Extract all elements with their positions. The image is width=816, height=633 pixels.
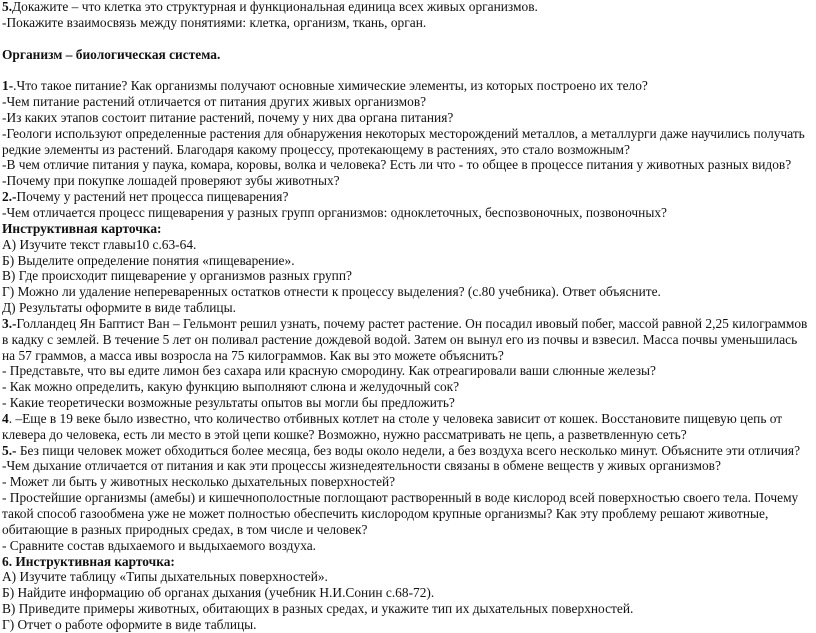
text-line: [2, 443, 814, 459]
text-line: [2, 221, 814, 237]
line-text: -Геологи используют определенные растения для обнаружения некоторых месторождений металлов, а металлурги даже научились получать: [2, 125, 805, 141]
line-text: А) Изучите текст главы10 с.63-64.: [2, 236, 197, 252]
text-line: [2, 617, 814, 633]
text-line: [2, 94, 814, 110]
line-text: в кадку с землей. В течение 5 лет он поливал растение дождевой водой. Затем он вынул его из почвы и взвесил. Масса почвы уменьшилась: [2, 331, 798, 347]
line-text: Г) Можно ли удаление непереваренных остатков отнести к процессу выделения? (с.80 учебника). Ответ объясните.: [2, 284, 661, 300]
text-line: [2, 189, 814, 205]
text-line: [2, 506, 814, 522]
line-text: такой способ газообмена уже не может полностью обеспечить кислородом крупные организмы? Как эту проблему решают животные,: [2, 506, 769, 521]
line-text: - Как можно определить, какую функцию выполняют слюна и желудочный сок?: [2, 379, 460, 395]
bold-prefix: 6. Инструктивная карточка:: [2, 553, 175, 569]
text-line: [2, 205, 814, 221]
line-text: -Почему при покупке лошадей проверяют зубы животных?: [2, 173, 340, 189]
line-text: Докажите – что клетка это структурная и функциональная единица всех живых организмов.: [12, 0, 538, 14]
line-text: Б) Выделите определение понятия «пищеварение».: [2, 252, 295, 268]
bold-prefix: 5.-: [2, 442, 17, 458]
bold-prefix: 5.: [2, 0, 13, 14]
line-text: - Какие теоретически возможные результаты опытов вы могли бы предложить?: [2, 395, 455, 411]
text-line: [2, 142, 814, 158]
text-line: [2, 458, 814, 474]
text-line: [2, 47, 814, 63]
line-text: - Представьте, что вы едите лимон без сахара или красную смородину. Как отреагировали ваши слюнные железы?: [2, 363, 656, 379]
line-text: .Что такое питание? Как организмы получают основные химические элементы, из которых построено их тело?: [13, 78, 648, 94]
text-line: [2, 427, 814, 443]
line-text: клевера до человека, есть ли место в этой цепи кошке? Возможно, нужно рассматривать не цепь, а разветвленную сеть?: [2, 426, 687, 442]
bold-prefix: 4: [2, 410, 9, 426]
text-line: [2, 538, 814, 554]
line-text: Голландец Ян Баптист Ван – Гельмонт решил узнать, почему растет растение. Он посадил ивовый побег, массой равной 2,25 килограммов: [16, 315, 808, 331]
text-line: [2, 332, 814, 348]
line-text: - Сравните состав вдыхаемого и выдыхаемого воздуха.: [2, 537, 317, 553]
text-line: [2, 15, 814, 31]
text-line: [2, 395, 814, 411]
text-line: [2, 173, 814, 189]
text-line: [2, 348, 814, 364]
bold-prefix: Инструктивная карточка:: [2, 220, 162, 236]
text-line: [2, 237, 814, 253]
line-text: -Из каких этапов состоит питание растений, почему у них два органа питания?: [2, 109, 454, 125]
line-text: -Чем отличается процесс пищеварения у разных групп организмов: одноклеточных, беспозвоночных, позвоночных?: [2, 204, 667, 220]
line-text: Г) Отчет о работе оформите в виде таблицы.: [2, 616, 257, 632]
line-text: Д) Результаты оформите в виде таблицы.: [2, 300, 236, 316]
line-text: на 57 граммов, а масса ивы возросла на 75 килограммов. Как вы это можете объяснить?: [2, 347, 504, 363]
text-line: [2, 474, 814, 490]
text-line: [2, 126, 814, 142]
text-line: [2, 569, 814, 585]
line-text: Без пищи человек может обходиться более месяца, без воды около недели, а без воздуха всего несколько минут. Объясните эти отличия?: [16, 442, 801, 458]
line-text: обитающие в разных природных средах, в том числе и человек?: [2, 521, 368, 537]
bold-prefix: Организм – биологическая система.: [2, 46, 221, 62]
line-text: - Простейшие организмы (амебы) и кишечнополостные поглощают растворенный в воде кислород всей поверхностью своего тела. Почему: [2, 490, 799, 506]
line-text: - Может ли быть у животных несколько дыхательных поверхностей?: [2, 474, 396, 490]
text-line: [2, 585, 814, 601]
line-text: В) Приведите примеры животных, обитающих в разных средах, и укажите тип их дыхательных поверхностей.: [2, 601, 634, 617]
line-text: А) Изучите таблицу «Типы дыхательных поверхностей».: [2, 569, 328, 585]
text-line: [2, 300, 814, 316]
bold-prefix: 3.-: [2, 315, 17, 331]
line-text: -Покажите взаимосвязь между понятиями: клетка, организм, ткань, орган.: [2, 14, 427, 30]
text-line: [2, 379, 814, 395]
line-text: редкие элементы из растений. Благодаря какому процессу, протекающему в растениях, это стало возможным?: [2, 141, 630, 157]
text-line: [2, 284, 814, 300]
text-line: [2, 363, 814, 379]
line-text: Б) Найдите информацию об органах дыхания (учебник Н.И.Сонин с.68-72).: [2, 585, 435, 601]
line-text: . –Еще в 19 веке было известно, что количество отбивных котлет на столе у человека зависит от кошек. Восстановите пищевую цепь от: [8, 410, 783, 426]
text-line: [2, 268, 814, 284]
text-line: [2, 157, 814, 173]
text-line: [2, 601, 814, 617]
text-line: [2, 490, 814, 506]
blank-line: [2, 62, 814, 78]
text-line: [2, 0, 814, 15]
bold-prefix: 2.-: [2, 189, 17, 205]
text-line: [2, 110, 814, 126]
text-line: [2, 253, 814, 269]
line-text: -Чем питание растений отличается от питания других живых организмов?: [2, 94, 427, 110]
line-text: Почему у растений нет процесса пищеварения?: [16, 189, 289, 205]
line-text: -В чем отличие питания у паука, комара, коровы, волка и человека? Есть ли что - то общее в процессе питания у животных разных видов?: [2, 157, 792, 173]
line-text: В) Где происходит пищеварение у организмов разных групп?: [2, 268, 352, 284]
text-line: [2, 522, 814, 538]
text-line: [2, 554, 814, 570]
text-line: [2, 411, 814, 427]
line-text: -Чем дыхание отличается от питания и как эти процессы жизнедеятельности связаны в обмене веществ у живых организмов?: [2, 458, 721, 474]
document-body: [2, 0, 814, 633]
text-line: [2, 78, 814, 94]
blank-line: [2, 31, 814, 47]
text-line: [2, 316, 814, 332]
bold-prefix: 1-: [2, 78, 14, 94]
